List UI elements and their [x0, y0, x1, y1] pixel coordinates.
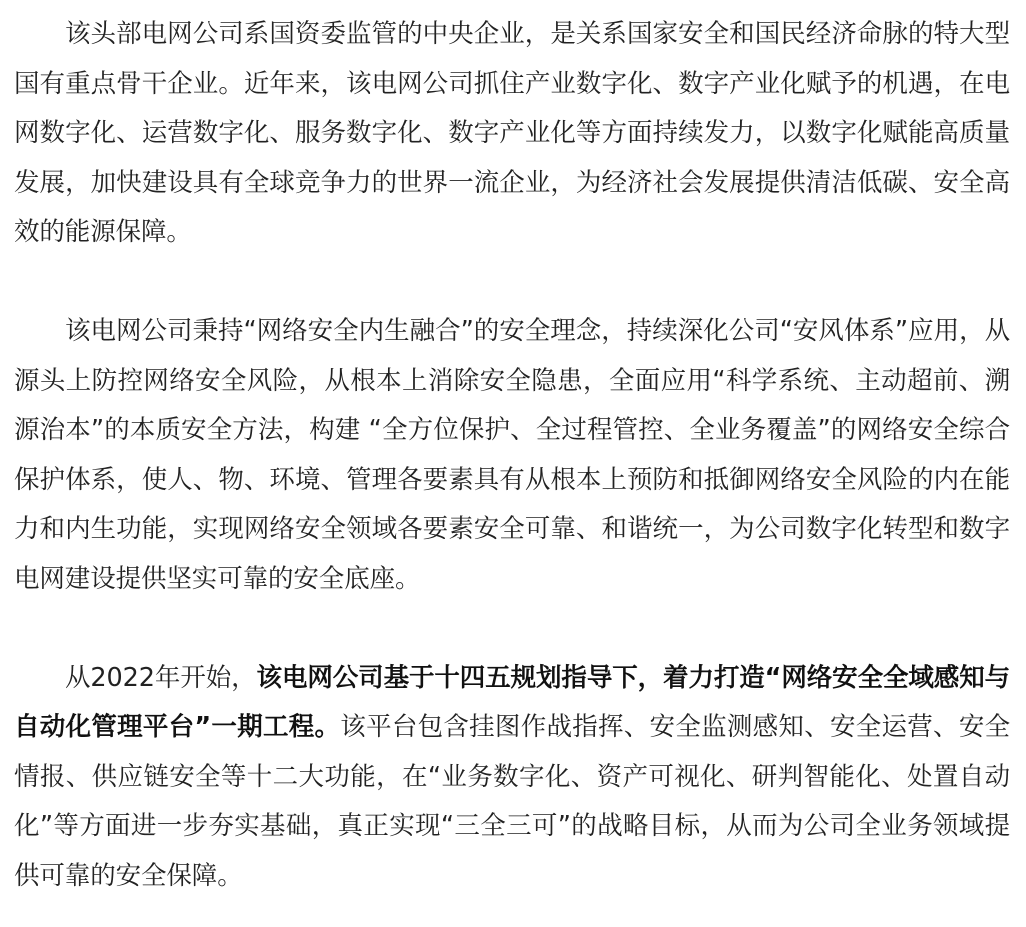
paragraph-text: 该头部电网公司系国资委监管的中央企业，是关系国家安全和国民经济命脉的特大型国有重点骨干企业。近年来，该电网公司抓住产业数字化、数字产业化赋予的机遇，在电网数字化、运营数字化、服务数字化、数字产业化等方面持续发力，以数字化赋能高质量发展，加快建设具有全球竞争力的世界一流企业，为经济社会发展提供清洁低碳、安全高效的能源保障。 — [14, 19, 1010, 247]
paragraph-text-tail: 该平台包含挂图作战指挥、安全监测感知、安全运营、安全情报、供应链安全等十二大功能，在“业务数字化、资产可视化、研判智能化、处置自动化”等方面进一步夯实基础，真正实现“三全三可”的战略目标，从而为公司全业务领域提供可靠的安全保障。 — [14, 712, 1010, 891]
paragraph-text-lead: 从2022年开始， — [65, 662, 257, 693]
paragraph-text-highlight: 该电网公司基于十四五规划指导下，着力打造“网络安全全域感知与自动化管理平台”一期工程。 — [14, 662, 1011, 742]
article-body — [14, 10, 1010, 901]
paragraph-platform-project — [14, 654, 1010, 902]
paragraph-company-intro — [14, 10, 1010, 258]
paragraph-security-philosophy — [14, 307, 1010, 604]
paragraph-text: 该电网公司秉持“网络安全内生融合”的安全理念，持续深化公司“安风体系”应用，从源头上防控网络安全风险，从根本上消除安全隐患，全面应用“科学系统、主动超前、溯源治本”的本质安全方法，构建 “全方位保护、全过程管控、全业务覆盖”的网络安全综合保护体系，使人、物、环境、管理各要素具有从根本上预防和抵御网络安全风险的内在能力和内生功能，实现网络安全领域各要素安全可靠、和谐统一，为公司数字化转型和数字电网建设提供坚实可靠的安全底座。 — [14, 316, 1010, 594]
